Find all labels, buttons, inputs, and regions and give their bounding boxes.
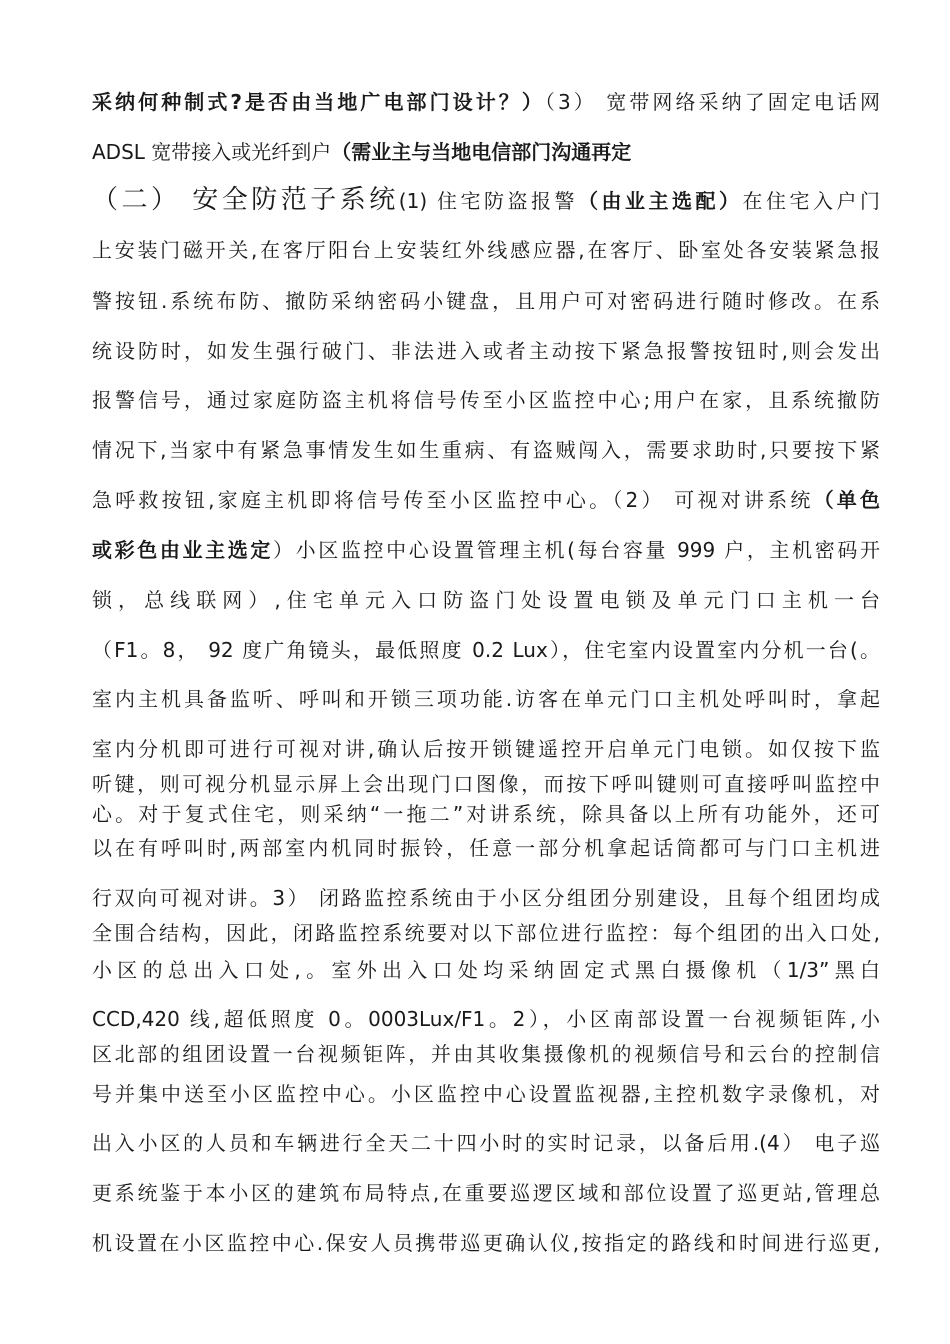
text-line: 锁，总线联网）,住宅单元入口防盗门处设置电锁及单元门口主机一台 <box>92 588 880 612</box>
text-line: ADSL 宽带接入或光纤到户（需业主与当地电信部门沟通再定 <box>92 140 632 164</box>
text-line: 号并集中送至小区监控中心。小区监控中心设置监视器,主控机数字录像机，对 <box>92 1082 880 1106</box>
text-line: 统设防时，如发生强行破门、非法进入或者主动按下紧急报警按钮时,则会发出 <box>92 339 880 363</box>
text-line: 报警信号，通过家庭防盗主机将信号传至小区监控中心;用户在家，且系统撤防 <box>92 388 880 412</box>
text-line: 出入小区的人员和车辆进行全天二十四小时的实时记录，以备后用.(4） 电子巡 <box>92 1131 880 1155</box>
text-line: 全围合结构，因此，闭路监控系统要对以下部位进行监控：每个组团的出入口处, <box>92 921 880 945</box>
text-line: 室内主机具备监听、呼叫和开锁三项功能.访客在单元门口主机处呼叫时，拿起 <box>92 687 880 711</box>
text-line: 情况下,当家中有紧急事情发生如生重病、有盗贼闯入，需要求助时,只要按下紧 <box>92 438 880 462</box>
text-line: （F1。8， 92 度广角镜头，最低照度 0.2 Lux），住宅室内设置室内分机一台(。 <box>92 638 880 662</box>
section-heading-line: （二） 安全防范子系统(1) 住宅防盗报警（由业主选配）在住宅入户门 <box>92 185 881 215</box>
text-line: 警按钮.系统布防、撤防采纳密码小键盘，且用户可对密码进行随时修改。在系 <box>92 289 880 313</box>
section-heading: （二） 安全防范子系统 <box>92 185 399 215</box>
text-line: 急呼救按钮,家庭主机即将信号传至小区监控中心。（2） 可视对讲系统（单色 <box>92 488 880 512</box>
text-line: 行双向可视对讲。3） 闭路监控系统由于小区分组团分别建设，且每个组团均成 <box>92 886 880 910</box>
text-line: 心。对于复式住宅，则采纳“一拖二”对讲系统，除具备以上所有功能外，还可 <box>92 802 880 826</box>
text-line: 室内分机即可进行可视对讲,确认后按开锁键遥控开启单元门电锁。如仅按下监 <box>92 737 880 761</box>
text-line: 上安装门磁开关,在客厅阳台上安装红外线感应器,在客厅、卧室处各安装紧急报 <box>92 238 880 262</box>
text-line: 机设置在小区监控中心.保安人员携带巡更确认仪,按指定的路线和时间进行巡更, <box>92 1231 880 1255</box>
text-line: 小区的总出入口处,。室外出入口处均采纳固定式黑白摄像机（1/3”黑白 <box>92 958 880 982</box>
text-line: 更系统鉴于本小区的建筑布局特点,在重要巡逻区域和部位设置了巡更站,管理总 <box>92 1181 880 1205</box>
text-line: CCD,420 线,超低照度 0。0003Lux/F1。2），小区南部设置一台视频钜阵,小 <box>92 1007 880 1031</box>
text-line: 区北部的组团设置一台视频钜阵，并由其收集摄像机的视频信号和云台的控制信 <box>92 1042 880 1066</box>
text-line: 采纳何种制式?是否由当地广电部门设计？）（3） 宽带网络采纳了固定电话网 <box>92 90 880 114</box>
text-line: 听键，则可视分机显示屏上会出现门口图像，而按下呼叫键则可直接呼叫监控中 <box>92 772 880 796</box>
text-line: 以在有呼叫时,两部室内机同时振铃，任意一部分机拿起话筒都可与门口主机进 <box>92 836 880 860</box>
text-line: 或彩色由业主选定）小区监控中心设置管理主机(每台容量 999 户，主机密码开 <box>92 538 880 562</box>
